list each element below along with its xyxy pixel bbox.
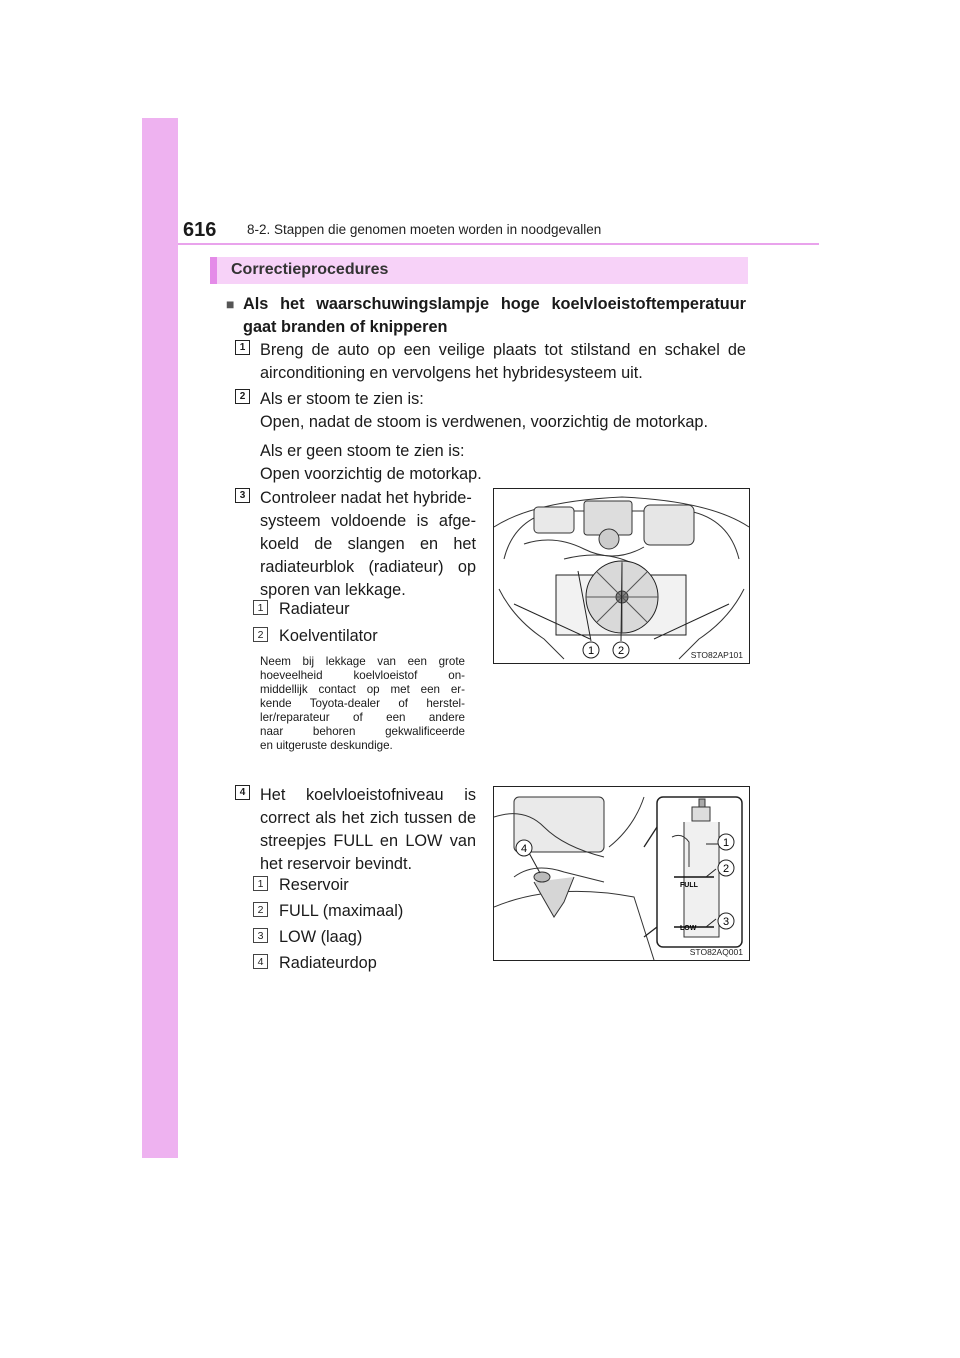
- item-label: FULL (maximaal): [279, 902, 404, 920]
- item-2-marker: 2: [253, 902, 268, 917]
- step-3-line2: systeem voldoende is afge-: [260, 512, 476, 530]
- figure-2-callout-3: 3: [722, 916, 730, 928]
- step-2-line2: Open, nadat de stoom is verdwenen, voorzichtig de motorkap.: [260, 413, 708, 431]
- step-4-line3: streepjes FULL en LOW van: [260, 832, 476, 850]
- reservoir-illustration: [494, 787, 749, 960]
- item-2-marker: 2: [253, 627, 268, 642]
- step-4-line2: correct als het zich tussen de: [260, 809, 476, 827]
- note-line: ler/reparateur of een andere: [260, 711, 465, 724]
- step-1-marker: 1: [235, 340, 250, 355]
- item-label: Radiateurdop: [279, 954, 377, 972]
- heading-bullet: ■: [226, 296, 235, 312]
- note-line: Neem bij lekkage van een grote: [260, 655, 465, 668]
- figure-coolant-reservoir: [493, 786, 750, 961]
- item-1-marker: 1: [253, 876, 268, 891]
- step-3-line3: koeld de slangen en het: [260, 535, 476, 553]
- figure-engine-bay: [493, 488, 750, 664]
- figure-1-callout-2: 2: [617, 645, 625, 657]
- low-mark-label: LOW: [680, 925, 697, 932]
- header-divider: [178, 243, 819, 245]
- step-2-line4: Open voorzichtig de motorkap.: [260, 465, 482, 483]
- procedure-heading-line1: Als het waarschuwingslampje hoge koelvloeistoftemperatuur: [243, 295, 746, 313]
- item-3-marker: 3: [253, 928, 268, 943]
- figure-2-callout-4: 4: [520, 843, 528, 855]
- step-4-marker: 4: [235, 785, 250, 800]
- chapter-sidebar-tab: [142, 118, 178, 1158]
- item-label: Radiateur: [279, 600, 350, 618]
- procedure-heading-line2: gaat branden of knipperen: [243, 318, 448, 336]
- item-1-marker: 1: [253, 600, 268, 615]
- step-1-line1: Breng de auto op een veilige plaats tot stilstand en schakel de: [260, 341, 746, 359]
- step-4-line4: het reservoir bevindt.: [260, 855, 413, 873]
- step-3-line5: sporen van lekkage.: [260, 581, 406, 599]
- note-line: naar behoren gekwalificeerde: [260, 725, 465, 738]
- step-2-marker: 2: [235, 389, 250, 404]
- figure-code: STO82AQ001: [689, 947, 743, 957]
- item-4-marker: 4: [253, 954, 268, 969]
- item-label: LOW (laag): [279, 928, 363, 946]
- figure-2-callout-2: 2: [722, 863, 730, 875]
- section-header: [210, 257, 748, 284]
- step-3-marker: 3: [235, 488, 250, 503]
- step-3-line4: radiateurblok (radiateur) op: [260, 558, 476, 576]
- note-line: en uitgeruste deskundige.: [260, 739, 393, 752]
- step-3-line1: Controleer nadat het hybride-: [260, 489, 472, 507]
- step-4-line1: Het koelvloeistofniveau is: [260, 786, 476, 804]
- figure-2-callout-1: 1: [722, 837, 730, 849]
- note-line: middellijk contact op met een er-: [260, 683, 465, 696]
- step-2-line3: Als er geen stoom te zien is:: [260, 442, 465, 460]
- step-1-line2: airconditioning en vervolgens het hybridesysteem uit.: [260, 364, 643, 382]
- engine-bay-illustration: [494, 489, 749, 663]
- chapter-title: 8-2. Stappen die genomen moeten worden in noodgevallen: [247, 222, 602, 237]
- full-mark-label: FULL: [680, 882, 698, 889]
- page-number: 616: [183, 219, 217, 241]
- figure-code: STO82AP101: [690, 650, 743, 660]
- figure-1-callout-1: 1: [587, 645, 595, 657]
- item-label: Koelventilator: [279, 627, 378, 645]
- section-title: Correctieprocedures: [231, 261, 389, 278]
- item-label: Reservoir: [279, 876, 349, 894]
- note-line: hoeveelheid koelvloeistof on-: [260, 669, 465, 682]
- note-line: kende Toyota-dealer of herstel-: [260, 697, 465, 710]
- step-2-line1: Als er stoom te zien is:: [260, 390, 424, 408]
